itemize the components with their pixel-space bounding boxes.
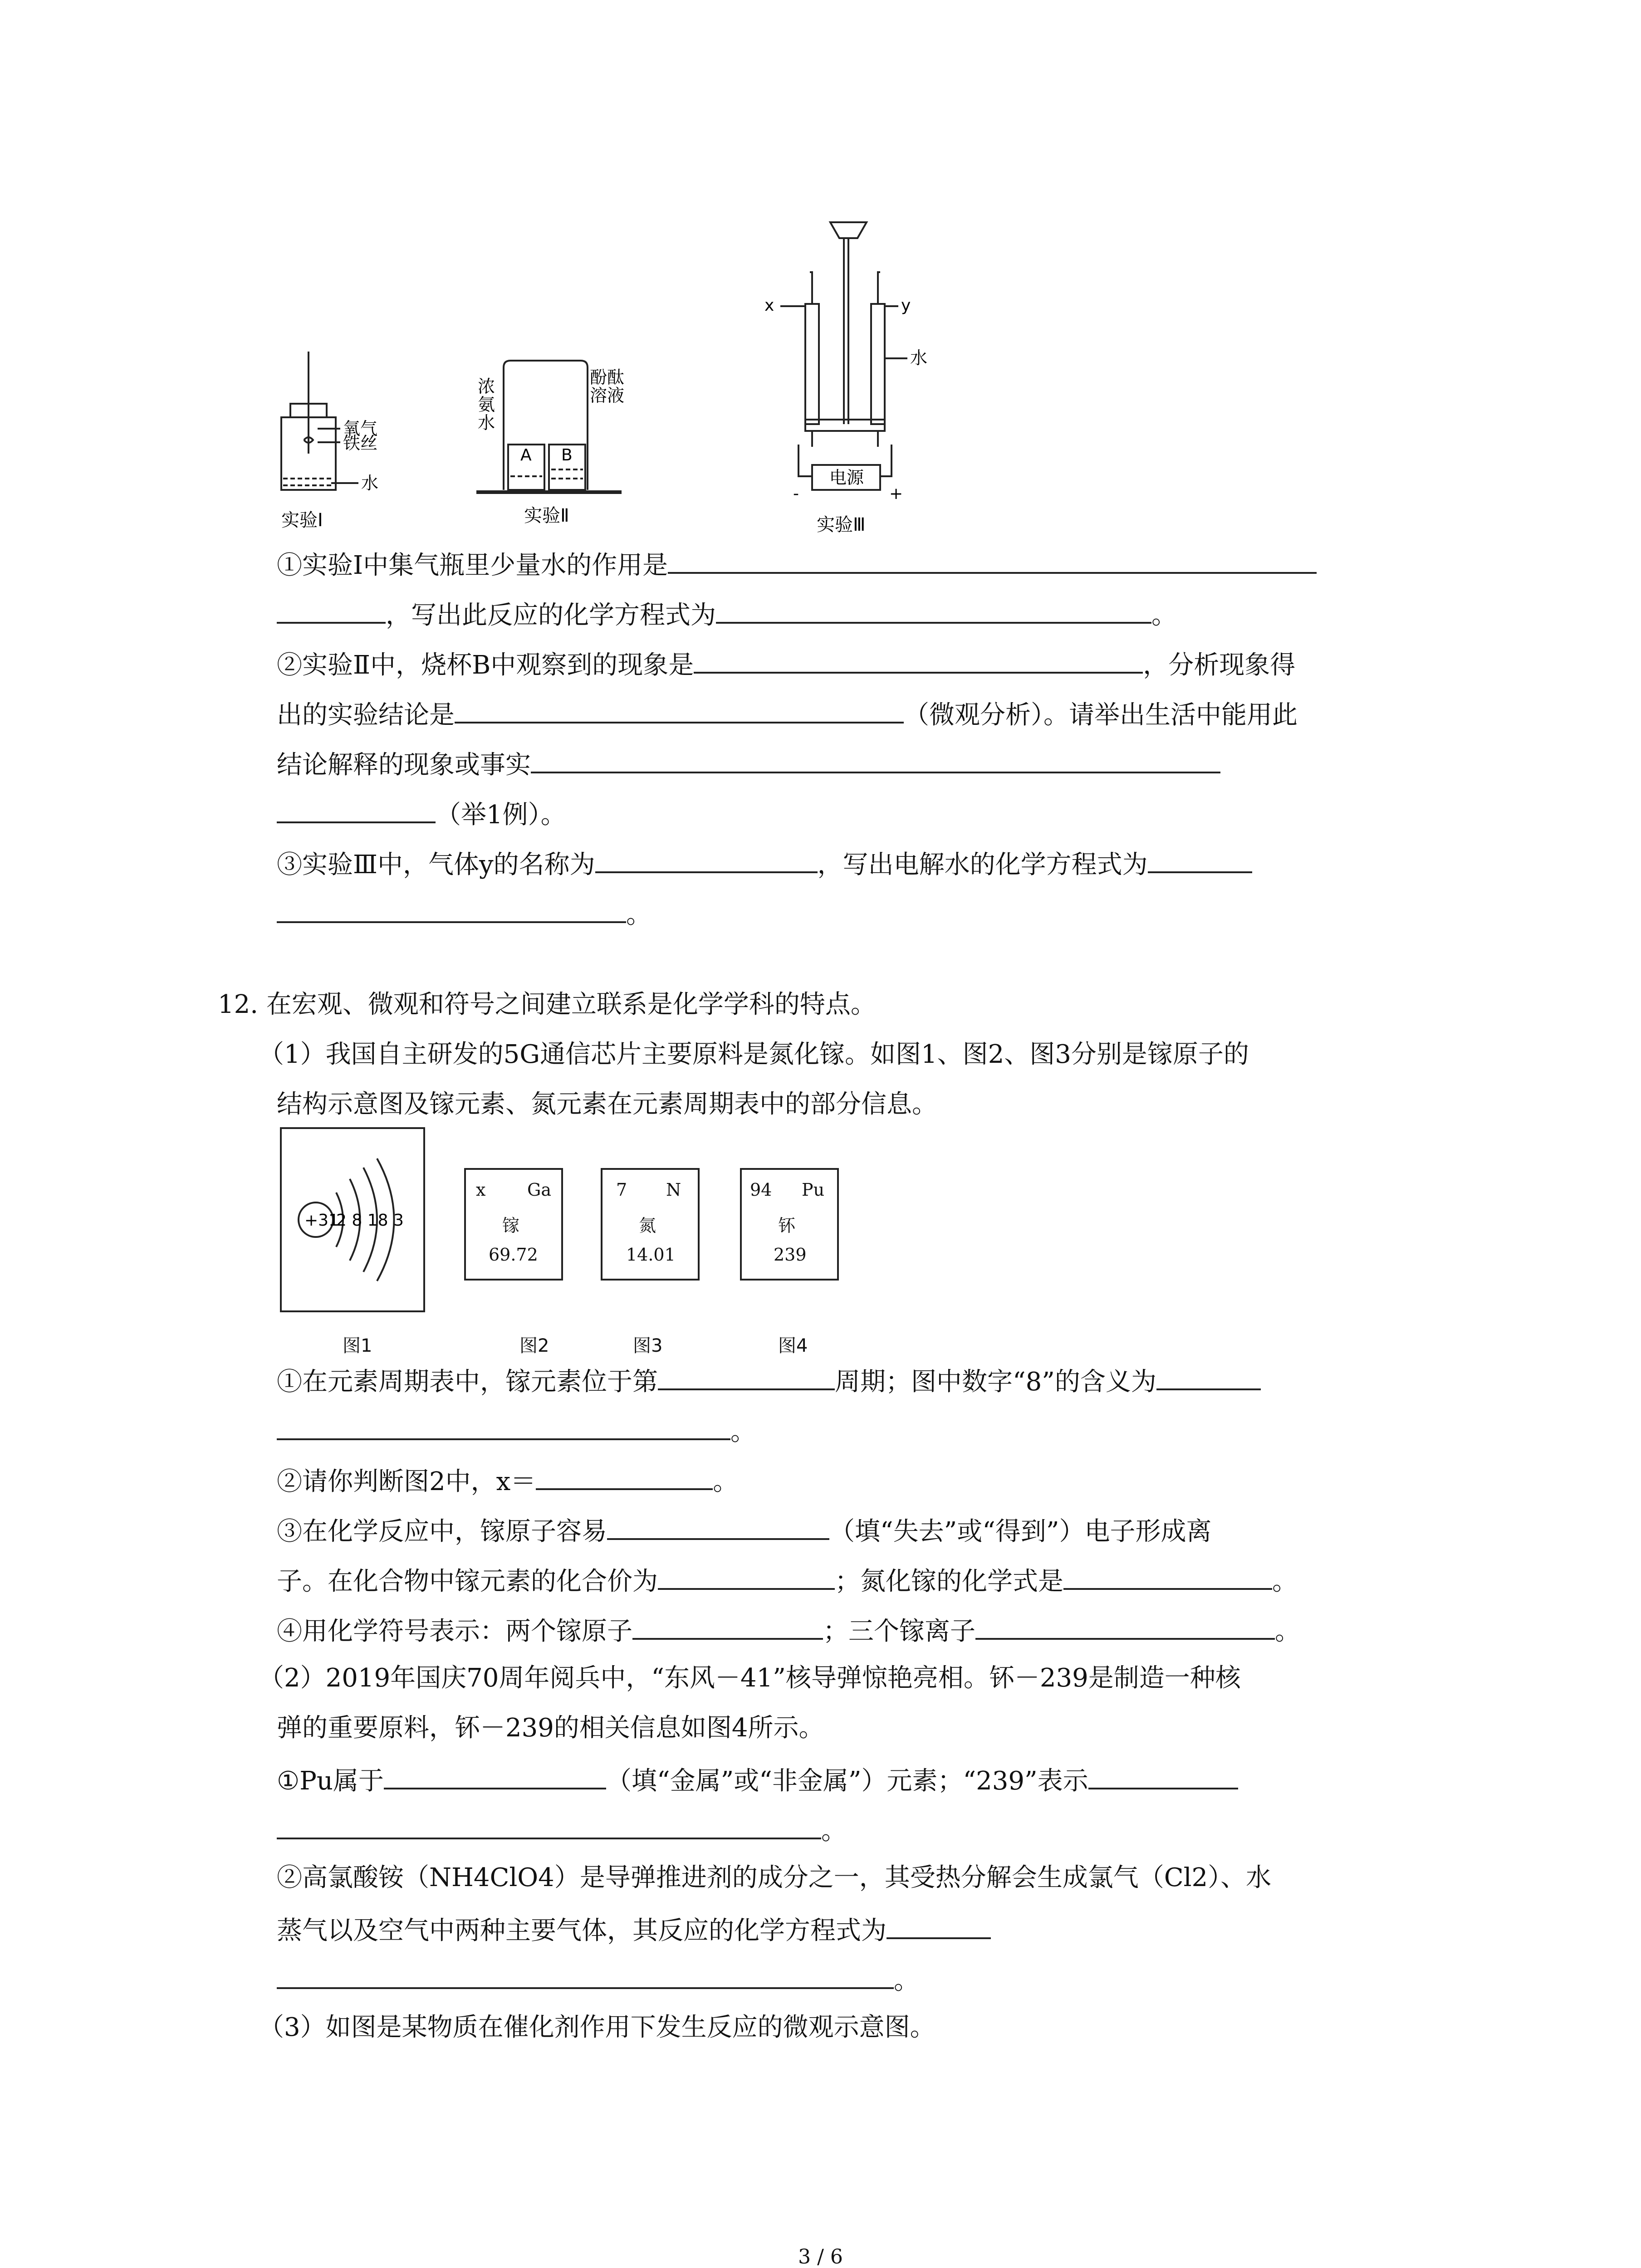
q11-blank-3[interactable]	[716, 596, 1151, 624]
fig4-name: 钚	[778, 1216, 796, 1236]
q12-a4-text: ④用化学符号表示：两个镓原子	[277, 1617, 632, 1646]
fig3-caption: 图3	[633, 1335, 663, 1356]
figure-2-ga-card	[464, 1168, 563, 1281]
q11-text-2: ，写出此反应的化学方程式为	[386, 601, 716, 630]
q12-b2-end: 。	[894, 1966, 919, 1995]
q11-text-7-mid: ，写出电解水的化学方程式为	[817, 850, 1148, 880]
exp2-ammonia-1: 浓	[478, 376, 495, 396]
q12-p3-text: （3）如图是某物质在催化剂作用下发生反应的微观示意图。	[259, 2013, 936, 2042]
q12-blank-239[interactable]	[1088, 1762, 1238, 1789]
q12-a3-line	[277, 1513, 1212, 1548]
q11-text-6: （举1例）。	[436, 800, 566, 830]
q11-line3	[277, 646, 1295, 681]
fig2-mass: 69.72	[489, 1245, 538, 1265]
q12-a2-text: ②请你判断图2中，x＝	[277, 1467, 536, 1496]
fig4-atomic-number: 94	[750, 1180, 772, 1200]
q11-text-4-end: （微观分析）。请举出生活中能用此	[904, 700, 1298, 730]
q11-text-3: ②实验Ⅱ中，烧杯B中观察到的现象是	[277, 650, 694, 680]
q12-a3-l2-text: 子。在化合物中镓元素的化合价为	[277, 1567, 658, 1596]
q12-stem: 在宏观、微观和符号之间建立联系是化学学科的特点。	[266, 990, 876, 1019]
q12-a3-mid: （填“失去”或“得到”）电子形成离	[829, 1517, 1212, 1546]
fig3-symbol: N	[666, 1180, 681, 1200]
q12-number: 12.	[218, 990, 259, 1019]
fig2-atomic-number: x	[476, 1180, 486, 1200]
q11-blank-5[interactable]	[455, 696, 904, 723]
q11-line8	[277, 896, 652, 931]
q11-blank-9[interactable]	[1148, 846, 1252, 873]
experiments-figure	[263, 213, 971, 540]
exp3-power-label: 电源	[829, 468, 864, 488]
q12-p3-line	[259, 2012, 936, 2043]
fig3-name: 氮	[639, 1216, 656, 1236]
exp1-oxygen-label: 氧气	[343, 419, 378, 439]
q12-b2-text-2: 蒸气以及空气中两种主要气体，其反应的化学方程式为	[277, 1916, 887, 1945]
q12-blank-valence[interactable]	[658, 1563, 835, 1590]
q12-a2-end: 。	[713, 1467, 739, 1496]
q12-b2-line3	[277, 1962, 919, 1997]
page-number: 3 / 6	[798, 2245, 843, 2268]
figure-3-n-card	[601, 1168, 700, 1281]
q12-blank-three-ions[interactable]	[975, 1613, 1275, 1640]
fig4-caption: 图4	[778, 1335, 808, 1356]
q12-blank-metal[interactable]	[384, 1762, 606, 1789]
exp3-water-label: 水	[910, 348, 928, 368]
q11-text-8-end: 。	[626, 900, 652, 929]
q11-blank-2[interactable]	[277, 596, 386, 624]
q11-line5	[277, 746, 1220, 781]
q12-a3-l2-end: 。	[1272, 1567, 1298, 1596]
q12-blank-formula[interactable]	[1063, 1563, 1272, 1590]
exp3-y-label: y	[901, 296, 911, 315]
q12-a4-mid: ；三个镓离子	[823, 1617, 975, 1646]
exp2-beaker-b: B	[561, 446, 573, 464]
q11-text-4: 出的实验结论是	[277, 700, 455, 730]
electron-shells: 2 8 18 3	[336, 1211, 404, 1230]
q12-a1-end: 。	[730, 1417, 756, 1447]
q12-b1-mid: （填“金属”或“非金属”）元素；“239”表示	[606, 1766, 1088, 1796]
q11-blank-8[interactable]	[595, 846, 818, 873]
q11-blank-7[interactable]	[277, 796, 436, 823]
q12-blank-eight-2[interactable]	[277, 1413, 730, 1440]
q12-p2-text-2: 弹的重要原料，钚－239的相关信息如图4所示。	[277, 1713, 824, 1743]
figure-1-atom-structure	[280, 1127, 425, 1312]
exp2-label: 实验Ⅱ	[524, 505, 569, 526]
exp2-beaker-a: A	[520, 446, 532, 464]
exp3-plus: +	[889, 484, 903, 503]
q11-text-2-end: 。	[1151, 601, 1177, 630]
q11-blank-6[interactable]	[531, 746, 1220, 773]
fig3-mass: 14.01	[626, 1245, 676, 1265]
q12-p1-text-2: 结构示意图及镓元素、氮元素在元素周期表中的部分信息。	[277, 1090, 937, 1119]
q12-b1-line	[277, 1762, 1238, 1797]
exp3-x-label: x	[764, 296, 774, 315]
q12-a4-line	[277, 1613, 1300, 1647]
fig4-mass: 239	[774, 1245, 807, 1265]
exp3-label: 实验Ⅲ	[817, 514, 866, 535]
q11-blank-1[interactable]	[668, 547, 1317, 574]
q12-blank-two-atoms[interactable]	[632, 1613, 823, 1640]
q12-p1-text-1: （1）我国自主研发的5G通信芯片主要原料是氮化镓。如图1、图2、图3分别是镓原子的	[259, 1040, 1249, 1069]
q11-line4	[277, 696, 1298, 731]
exp3-electrolysis	[780, 222, 907, 490]
q12-p2-text-1: （2）2019年国庆70周年阅兵中，“东风－41”核导弹惊艳亮相。钚－239是制造一种核	[259, 1663, 1241, 1693]
q11-line2	[277, 596, 1177, 631]
q11-text-1: ①实验Ⅰ中集气瓶里少量水的作用是	[277, 551, 668, 580]
nucleus-charge: +31	[304, 1211, 339, 1230]
q12-b1-end: 。	[821, 1816, 847, 1846]
q12-p2-line1	[259, 1662, 1241, 1694]
q12-b2-text-1: ②高氯酸铵（NH4ClO4）是导弹推进剂的成分之一，其受热分解会生成氯气（Cl2）、水	[277, 1863, 1272, 1892]
exp2-phenol-1: 酚酞	[590, 367, 625, 387]
q12-blank-239-2[interactable]	[277, 1812, 821, 1839]
q11-line7	[277, 846, 1252, 881]
q12-a3-text: ③在化学反应中，镓原子容易	[277, 1517, 607, 1546]
q12-blank-period[interactable]	[658, 1363, 835, 1390]
q12-a1-line2	[277, 1413, 756, 1448]
q12-blank-x[interactable]	[536, 1463, 713, 1490]
q11-blank-4[interactable]	[694, 646, 1143, 674]
q12-a1-mid: 周期；图中数字“8”的含义为	[835, 1367, 1156, 1397]
exp2-ammonia-3: 水	[478, 413, 495, 433]
q12-b1-line2	[277, 1812, 847, 1847]
q12-b2-line1	[277, 1862, 1271, 1894]
exp1-water-label: 水	[361, 473, 379, 493]
q12-a3-l2-mid: ；氮化镓的化学式是	[835, 1567, 1063, 1596]
q12-a3-line2	[277, 1563, 1298, 1598]
fig2-name: 镓	[502, 1216, 520, 1236]
q12-b1-text: ①Pu属于	[277, 1766, 384, 1796]
q12-blank-eight[interactable]	[1156, 1363, 1261, 1390]
q12-blank-equation[interactable]	[887, 1912, 991, 1939]
q12-a4-end: 。	[1275, 1617, 1300, 1646]
q12-a1-text: ①在元素周期表中，镓元素位于第	[277, 1367, 658, 1397]
exp2-phenol-2: 溶液	[590, 386, 625, 406]
q12-p1-line2	[277, 1089, 937, 1120]
fig2-symbol: Ga	[527, 1180, 552, 1200]
q11-line6	[277, 796, 566, 831]
q12-b2-line2	[277, 1912, 991, 1947]
q12-p1-line1	[259, 1039, 1249, 1070]
q12-a1-line	[277, 1363, 1261, 1398]
exp3-minus: -	[793, 484, 799, 503]
fig3-atomic-number: 7	[616, 1180, 627, 1200]
q12-blank-electron[interactable]	[607, 1513, 829, 1540]
exp1-wire-label: 铁丝	[343, 433, 378, 453]
fig2-caption: 图2	[519, 1335, 549, 1356]
q12-p2-line2	[277, 1712, 824, 1744]
q11-blank-10[interactable]	[277, 896, 626, 923]
fig4-symbol: Pu	[802, 1180, 825, 1200]
q12-a2-line	[277, 1463, 738, 1498]
exp1-label: 实验Ⅰ	[281, 510, 323, 531]
exp2-ammonia-2: 氨	[478, 395, 495, 415]
q12-stem-line	[218, 989, 876, 1021]
figure-4-pu-card	[740, 1168, 839, 1281]
q12-blank-equation-2[interactable]	[277, 1962, 894, 1989]
fig1-caption: 图1	[343, 1335, 372, 1356]
q11-text-7: ③实验Ⅲ中，气体y的名称为	[277, 850, 595, 880]
q11-line1	[277, 547, 1317, 582]
q11-text-3-end: ，分析现象得	[1143, 650, 1296, 680]
q11-text-5: 结论解释的现象或事实	[277, 750, 531, 780]
